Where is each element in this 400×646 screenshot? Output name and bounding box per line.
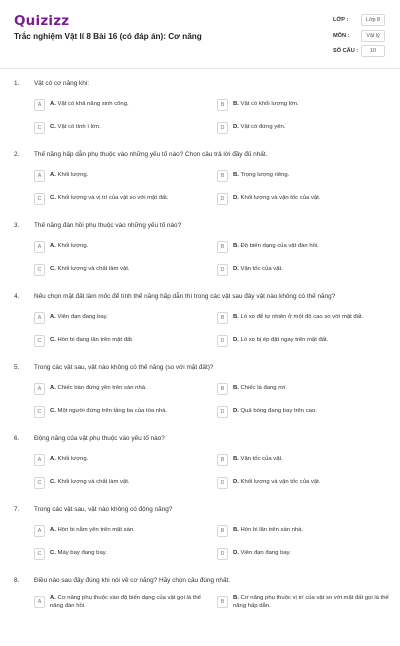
option-letter-box: B	[217, 241, 228, 253]
option-text	[233, 266, 393, 272]
option-letter-box: B	[217, 596, 228, 608]
option-key: C.	[50, 195, 56, 201]
question-number: 4.	[14, 293, 20, 300]
option-key: D.	[233, 337, 239, 343]
answer-option[interactable]	[34, 383, 204, 395]
option-key: B.	[233, 314, 239, 320]
option-text	[50, 408, 210, 414]
answer-option[interactable]	[34, 264, 204, 276]
answer-option[interactable]	[34, 241, 204, 253]
option-value: Lò xo bị ép đặt ngay trên mặt đất.	[240, 337, 329, 343]
option-key: D.	[233, 266, 239, 272]
answer-option[interactable]	[217, 525, 387, 537]
option-value: Chiếc bàn đứng yên trên sàn nhà.	[57, 385, 147, 391]
question-number: 8.	[14, 577, 20, 584]
meta-class	[333, 14, 385, 28]
option-letter-box: D	[217, 335, 228, 347]
meta-label: LỚP :	[333, 17, 349, 23]
meta-value: Vật lý	[361, 30, 385, 42]
option-value: Máy bay đang bay.	[57, 550, 107, 556]
option-letter-box: A	[34, 241, 45, 253]
option-letter-box: A	[34, 99, 45, 111]
option-key: C.	[50, 124, 56, 130]
question-item	[0, 433, 400, 504]
option-value: Hòn bi đang lăn trên mặt đất.	[57, 337, 134, 343]
option-key: A.	[50, 243, 56, 249]
option-key: A.	[50, 456, 56, 462]
answer-option[interactable]	[217, 122, 387, 134]
option-text	[233, 550, 393, 556]
question-number: 5.	[14, 364, 20, 371]
option-letter-box: D	[217, 477, 228, 489]
answer-option[interactable]	[217, 264, 387, 276]
answer-option[interactable]	[34, 99, 204, 111]
option-letter-box: B	[217, 525, 228, 537]
question-text: Động năng của vật phụ thuộc vào yếu tố nào?	[34, 435, 165, 442]
option-value: Vật có tính ì lớn.	[57, 124, 101, 130]
question-list	[0, 78, 400, 646]
option-letter-box: B	[217, 170, 228, 182]
option-key: D.	[233, 124, 239, 130]
option-value: Trọng lượng riêng.	[240, 172, 290, 178]
option-value: Chiếc lá đang rơi.	[240, 385, 287, 391]
question-item	[0, 575, 400, 646]
quizizz-logo: Quizizz	[14, 13, 70, 29]
option-letter-box: A	[34, 525, 45, 537]
answer-option[interactable]	[34, 477, 204, 489]
option-value: Vật có đứng yên.	[240, 124, 286, 130]
option-letter-box: D	[217, 548, 228, 560]
option-value: Khối lượng.	[57, 243, 89, 249]
question-item	[0, 149, 400, 220]
answer-option[interactable]	[217, 383, 387, 395]
option-text	[50, 124, 210, 130]
option-letter-box: C	[34, 335, 45, 347]
option-key: D.	[233, 408, 239, 414]
question-number: 3.	[14, 222, 20, 229]
answer-option[interactable]	[217, 193, 387, 205]
question-text: Trong các vật sau, vật nào không có động năng?	[34, 506, 173, 513]
option-letter-box: C	[34, 193, 45, 205]
option-letter-box: D	[217, 406, 228, 418]
option-letter-box: C	[34, 122, 45, 134]
question-number: 6.	[14, 435, 20, 442]
answer-option[interactable]	[217, 596, 387, 608]
option-key: A.	[50, 385, 56, 391]
option-text	[233, 595, 393, 610]
meta-subject	[333, 30, 385, 44]
option-key: B.	[233, 243, 239, 249]
option-text	[50, 385, 210, 391]
answer-option[interactable]	[34, 548, 204, 560]
option-value: Cơ năng phụ thuộc vào độ biến dạng của vật gọi là thế năng đàn hồi.	[50, 595, 201, 609]
option-key: B.	[233, 595, 239, 601]
option-value: Hòn bi nằm yên trên mặt sàn.	[57, 527, 135, 533]
option-letter-box: B	[217, 99, 228, 111]
option-value: Khối lượng và chất làm vật.	[57, 479, 130, 485]
option-letter-box: A	[34, 170, 45, 182]
option-text	[50, 195, 210, 201]
question-number: 1.	[14, 80, 20, 87]
answer-option[interactable]	[34, 122, 204, 134]
option-text	[50, 595, 210, 610]
answer-option[interactable]	[34, 596, 204, 608]
option-text	[50, 101, 210, 107]
answer-option[interactable]	[34, 525, 204, 537]
question-item	[0, 78, 400, 149]
option-key: C.	[50, 337, 56, 343]
option-value: Khối lượng và vị trí của vật so với mặt đất.	[57, 195, 169, 201]
option-text	[233, 101, 393, 107]
meta-label: MÔN :	[333, 33, 350, 39]
option-text	[233, 124, 393, 130]
option-value: Quả bóng đang bay trên cao.	[240, 408, 317, 414]
option-value: Khối lượng và vận tốc của vật.	[240, 479, 321, 485]
meta-count	[333, 45, 385, 59]
answer-option[interactable]	[217, 406, 387, 418]
answer-option[interactable]	[217, 477, 387, 489]
option-letter-box: C	[34, 406, 45, 418]
option-letter-box: B	[217, 312, 228, 324]
option-key: B.	[233, 456, 239, 462]
option-value: Vận tốc của vật.	[240, 456, 283, 462]
answer-option[interactable]	[34, 406, 204, 418]
option-key: A.	[50, 595, 56, 601]
meta-value: 10	[361, 45, 385, 57]
option-key: A.	[50, 101, 56, 107]
answer-option[interactable]	[34, 193, 204, 205]
header-divider	[0, 68, 400, 69]
option-text	[50, 550, 210, 556]
option-letter-box: C	[34, 477, 45, 489]
option-letter-box: B	[217, 454, 228, 466]
option-value: Viên đạn đang bay.	[57, 314, 108, 320]
answer-option[interactable]	[217, 99, 387, 111]
option-value: Vật có khả năng sinh công.	[57, 101, 129, 107]
option-value: Vận tốc của vật.	[240, 266, 283, 272]
option-value: Độ biến dạng của vật đàn hồi.	[240, 243, 319, 249]
option-letter-box: C	[34, 264, 45, 276]
option-text	[233, 456, 393, 462]
question-item	[0, 220, 400, 291]
option-value: Viên đạn đang bay.	[240, 550, 291, 556]
option-key: D.	[233, 479, 239, 485]
option-key: C.	[50, 479, 56, 485]
option-value: Khối lượng.	[57, 456, 89, 462]
option-key: C.	[50, 550, 56, 556]
option-text	[233, 314, 393, 320]
option-key: A.	[50, 172, 56, 178]
answer-option[interactable]	[217, 170, 387, 182]
option-letter-box: B	[217, 383, 228, 395]
option-key: D.	[233, 195, 239, 201]
option-text	[50, 337, 210, 343]
option-text	[50, 527, 210, 533]
question-item	[0, 504, 400, 575]
option-text	[233, 243, 393, 249]
option-letter-box: A	[34, 383, 45, 395]
question-number: 7.	[14, 506, 20, 513]
answer-option[interactable]	[217, 454, 387, 466]
option-text	[50, 314, 210, 320]
question-number: 2.	[14, 151, 20, 158]
answer-option[interactable]	[217, 335, 387, 347]
option-text	[50, 243, 210, 249]
option-text	[50, 456, 210, 462]
question-text: Thế năng đàn hồi phụ thuộc vào những yếu tố nào?	[34, 222, 182, 229]
option-key: B.	[233, 172, 239, 178]
option-text	[50, 172, 210, 178]
meta-label: SỐ CÂU :	[333, 48, 359, 54]
option-value: Khối lượng và vận tốc của vật.	[240, 195, 321, 201]
meta-value: Lớp 8	[361, 14, 385, 26]
answer-option[interactable]	[217, 241, 387, 253]
option-value: Cơ năng phụ thuộc vị trí của vật so với mặt đất gọi là thế năng hấp dẫn.	[233, 595, 389, 609]
option-text	[233, 479, 393, 485]
answer-option[interactable]	[217, 312, 387, 324]
option-text	[233, 527, 393, 533]
option-key: C.	[50, 408, 56, 414]
option-value: Vật có khối lượng lớn.	[240, 101, 299, 107]
worksheet-header	[0, 0, 400, 70]
question-text: Điều nào sau đây đúng khi nói về cơ năng? Hãy chọn câu đúng nhất.	[34, 577, 231, 584]
option-value: Khối lượng.	[57, 172, 89, 178]
option-text	[50, 479, 210, 485]
question-text: Vật có cơ năng khi:	[34, 80, 89, 87]
question-text: Nếu chọn mặt đất làm mốc để tính thế năng hấp dẫn thì trong các vật sau đây vật nào không có thế năng?	[34, 293, 336, 300]
option-letter-box: A	[34, 596, 45, 608]
option-key: A.	[50, 314, 56, 320]
option-letter-box: D	[217, 122, 228, 134]
answer-option[interactable]	[34, 335, 204, 347]
answer-option[interactable]	[34, 454, 204, 466]
option-key: C.	[50, 266, 56, 272]
question-item	[0, 291, 400, 362]
option-value: Một người đứng trên tầng ba của tòa nhà.	[57, 408, 168, 414]
question-text: Trong các vật sau, vật nào không có thế năng (so với mặt đất)?	[34, 364, 214, 371]
option-text	[233, 385, 393, 391]
option-key: A.	[50, 527, 56, 533]
option-value: Lò xo để tự nhiên ở một độ cao so với mặt đất.	[240, 314, 364, 320]
question-item	[0, 362, 400, 433]
option-letter-box: A	[34, 312, 45, 324]
answer-option[interactable]	[34, 312, 204, 324]
option-letter-box: A	[34, 454, 45, 466]
option-letter-box: D	[217, 264, 228, 276]
option-text	[233, 408, 393, 414]
answer-option[interactable]	[217, 548, 387, 560]
option-letter-box: D	[217, 193, 228, 205]
option-key: B.	[233, 101, 239, 107]
option-text	[233, 172, 393, 178]
option-value: Hòn bi lăn trên sàn nhà.	[240, 527, 304, 533]
question-text: Thế năng hấp dẫn phụ thuộc vào những yếu tố nào? Chọn câu trả lời đầy đủ nhất.	[34, 151, 268, 158]
option-key: B.	[233, 527, 239, 533]
page-title: Trắc nghiệm Vật lí 8 Bài 16 (có đáp án): Cơ năng	[14, 32, 202, 41]
option-text	[233, 195, 393, 201]
option-text	[50, 266, 210, 272]
option-letter-box: C	[34, 548, 45, 560]
option-key: D.	[233, 550, 239, 556]
option-value: Khối lượng và chất làm vật.	[57, 266, 130, 272]
answer-option[interactable]	[34, 170, 204, 182]
option-key: B.	[233, 385, 239, 391]
option-text	[233, 337, 393, 343]
